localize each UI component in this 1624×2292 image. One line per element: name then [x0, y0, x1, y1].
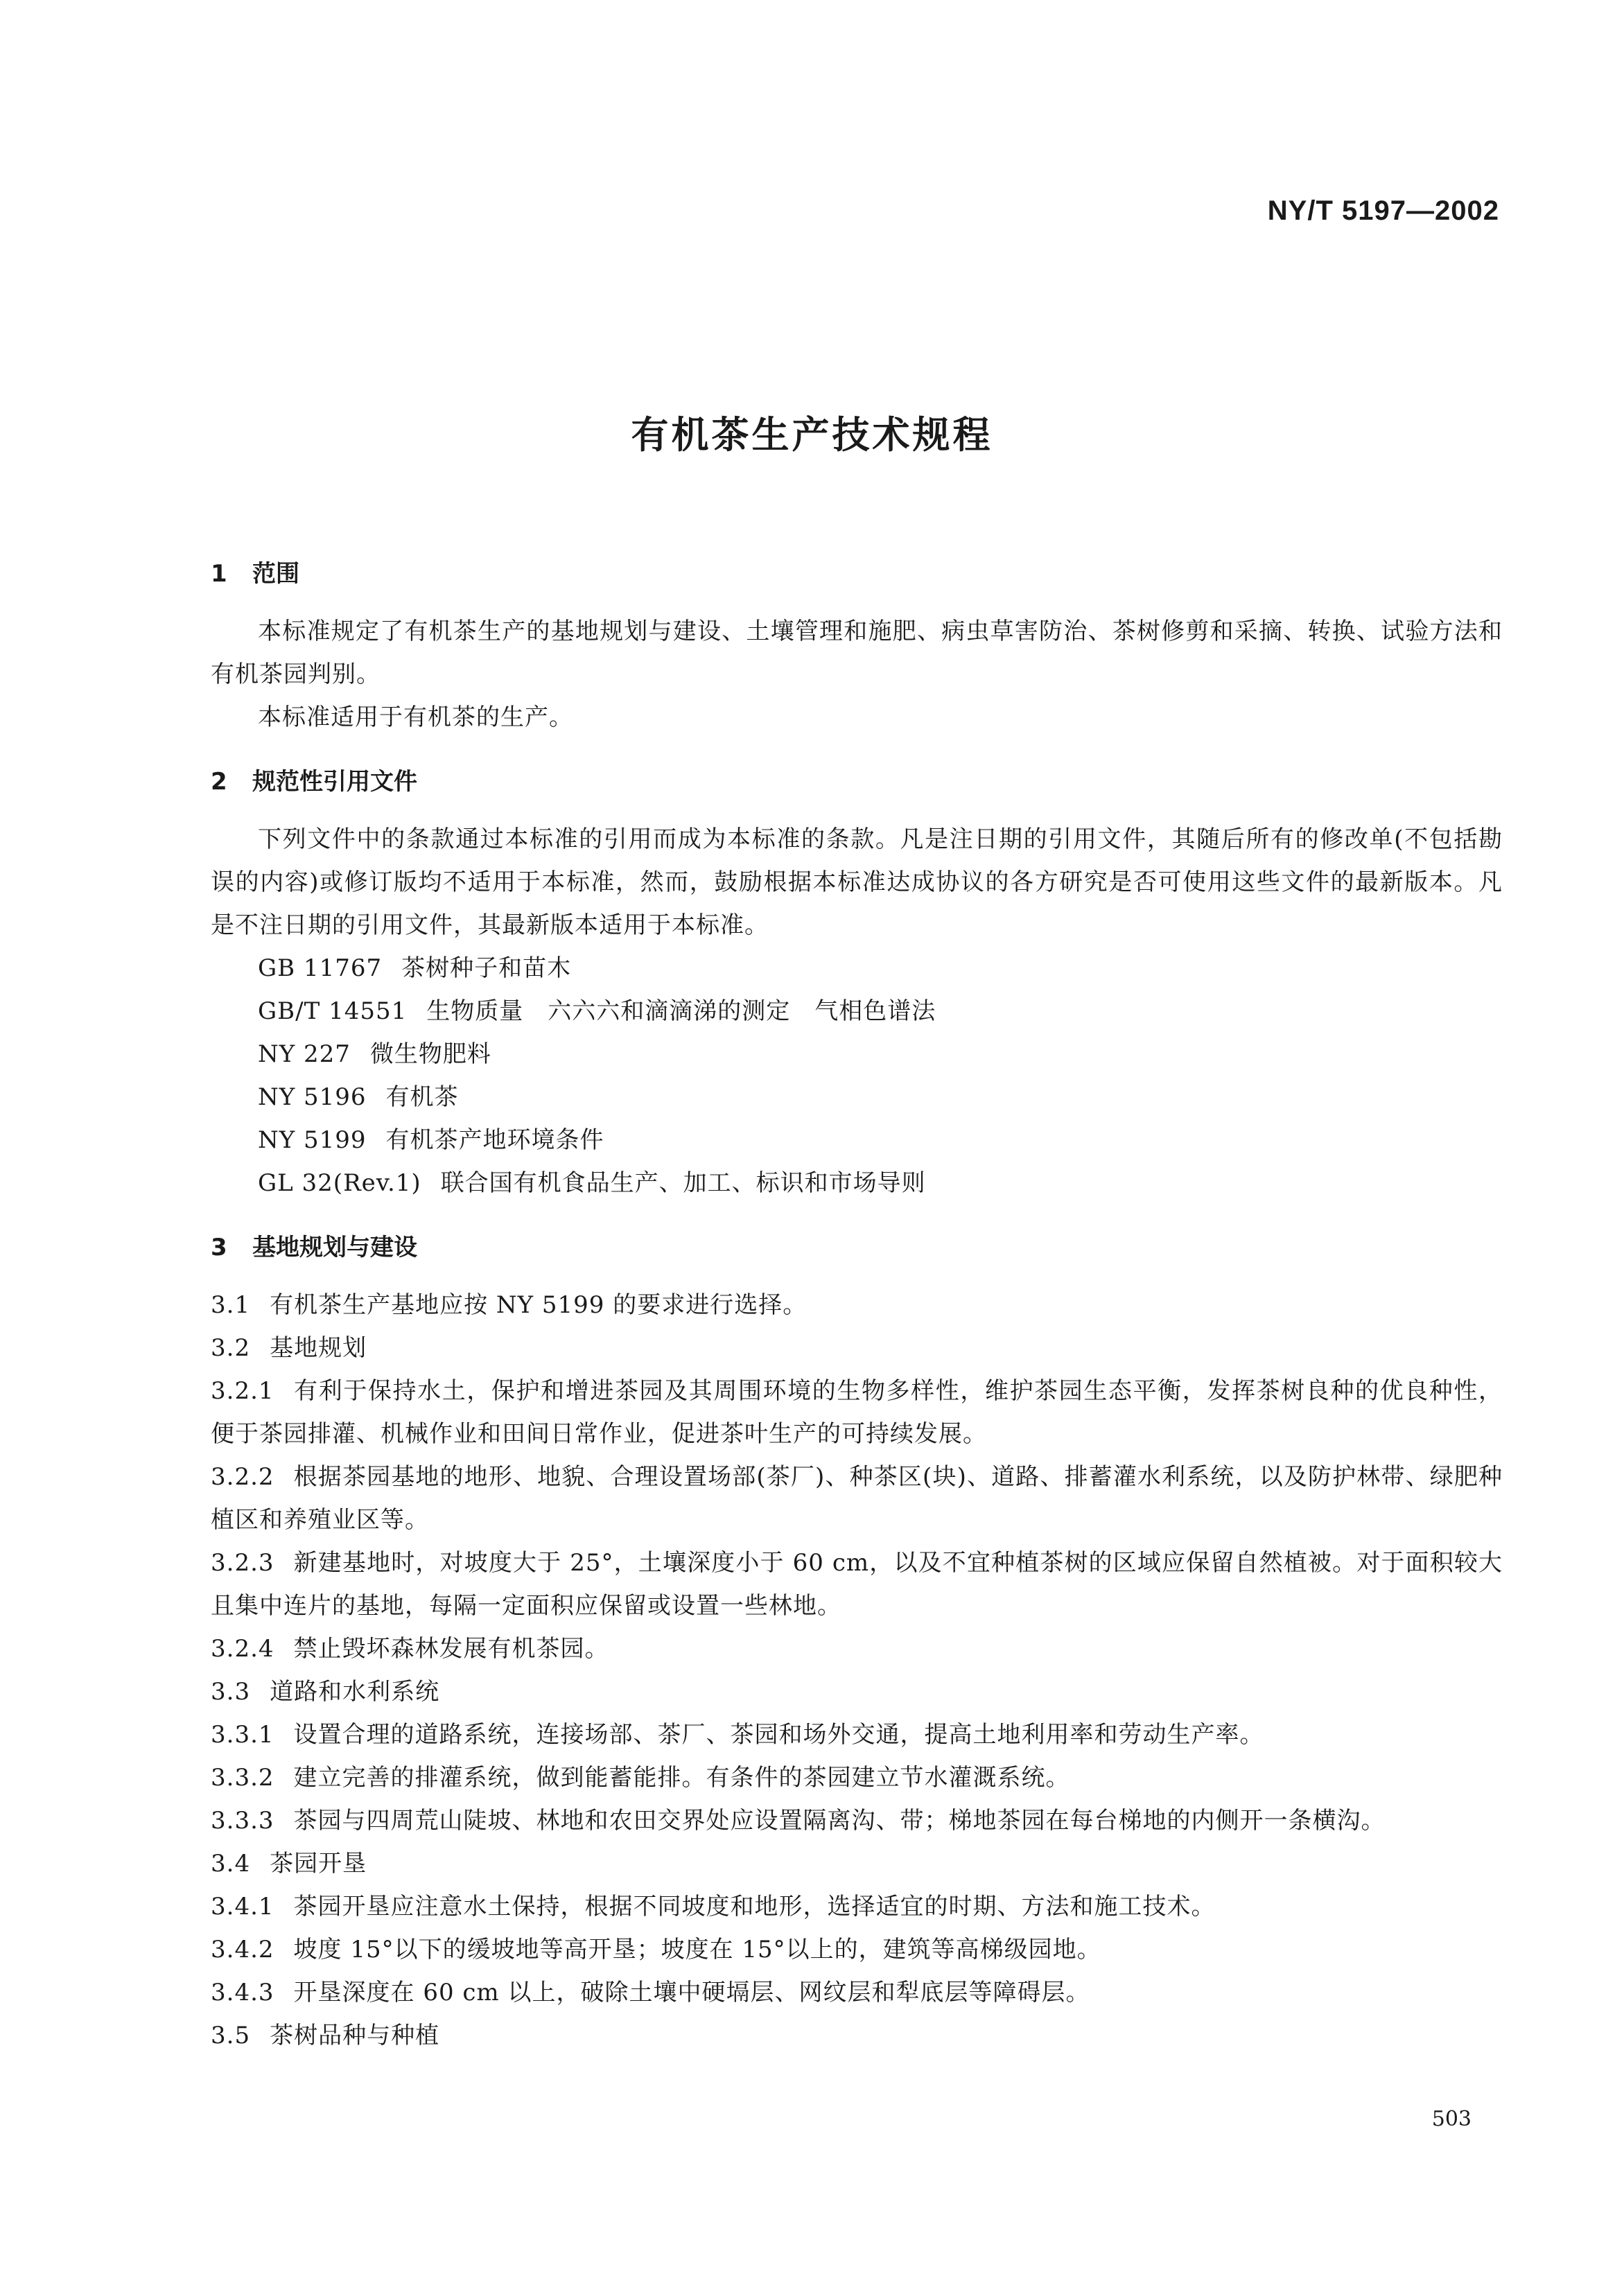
clause-text: 根据茶园基地的地形、地貌、合理设置场部(茶厂)、种茶区(块)、道路、排蓄灌水利系统，以及防护林带、绿肥种植区和养殖业区等。 — [211, 1463, 1503, 1534]
reference-name: 联合国有机食品生产、加工、标识和市场导则 — [440, 1169, 926, 1197]
clause-text: 茶园与四周荒山陡坡、林地和农田交界处应设置隔离沟、带；梯地茶园在每台梯地的内侧开一条横沟。 — [293, 1807, 1386, 1835]
clause — [211, 1713, 1503, 1756]
clause-number: 3.2.4 — [211, 1635, 274, 1663]
reference-code: NY 5199 — [258, 1126, 367, 1154]
clause-text: 茶园开垦应注意水土保持，根据不同坡度和地形，选择适宜的时期、方法和施工技术。 — [293, 1893, 1216, 1921]
clause-text: 建立完善的排灌系统，做到能蓄能排。有条件的茶园建立节水灌溉系统。 — [293, 1764, 1070, 1792]
section-number: 1 — [211, 560, 227, 588]
reference-item — [211, 1076, 1503, 1119]
reference-name: 生物质量 六六六和滴滴涕的测定 气相色谱法 — [426, 997, 936, 1025]
clause — [211, 1541, 1503, 1627]
clause-text: 设置合理的道路系统，连接场部、茶厂、茶园和场外交通，提高土地利用率和劳动生产率。 — [293, 1721, 1264, 1749]
clause-number: 3.3 — [211, 1678, 251, 1706]
clause-text: 基地规划 — [270, 1334, 367, 1362]
clause — [211, 1670, 1503, 1713]
clause — [211, 2014, 1503, 2057]
reference-item — [211, 1162, 1503, 1205]
clause — [211, 1455, 1503, 1541]
section-heading-scope — [211, 553, 1503, 595]
clause — [211, 1842, 1503, 1885]
reference-code: GB/T 14551 — [258, 997, 408, 1025]
clause-number: 3.4.2 — [211, 1936, 274, 1963]
clause-text: 开垦深度在 60 cm 以上，破除土壤中硬塥层、网纹层和犁底层等障碍层。 — [293, 1979, 1090, 2006]
clause — [211, 1971, 1503, 2014]
clause-text: 禁止毁坏森林发展有机茶园。 — [293, 1635, 609, 1663]
section-title: 规范性引用文件 — [252, 768, 417, 796]
reference-item — [211, 947, 1503, 990]
reference-code: NY 227 — [258, 1040, 351, 1068]
clause — [211, 1885, 1503, 1928]
clause-number: 3.2.2 — [211, 1463, 274, 1491]
paragraph: 本标准规定了有机茶生产的基地规划与建设、土壤管理和施肥、病虫草害防治、茶树修剪和采摘、转换、试验方法和有机茶园判别。 — [211, 618, 1503, 688]
reference-name: 有机茶 — [385, 1083, 459, 1111]
clause — [211, 1627, 1503, 1670]
clause-number: 3.3.2 — [211, 1764, 274, 1792]
section-heading-base-planning — [211, 1227, 1503, 1268]
clause-number: 3.4 — [211, 1850, 251, 1878]
clause-number: 3.4.1 — [211, 1893, 274, 1921]
clause — [211, 1928, 1503, 1971]
clause-text: 道路和水利系统 — [270, 1678, 440, 1706]
clause-text: 茶园开垦 — [270, 1850, 367, 1878]
section-title: 范围 — [252, 560, 299, 588]
section-number: 3 — [211, 1234, 227, 1261]
clause-number: 3.1 — [211, 1291, 251, 1319]
clause-text: 新建基地时，对坡度大于 25°，土壤深度小于 60 cm，以及不宜种植茶树的区域应保留自然植被。对于面积较大且集中连片的基地，每隔一定面积应保留或设置一些林地。 — [211, 1549, 1503, 1620]
clause-number: 3.3.3 — [211, 1807, 274, 1835]
paragraph: 本标准适用于有机茶的生产。 — [258, 703, 573, 731]
clause — [211, 1284, 1503, 1327]
clause — [211, 1370, 1503, 1455]
reference-name: 微生物肥料 — [369, 1040, 491, 1068]
clause-number: 3.2.1 — [211, 1377, 274, 1405]
clause — [211, 1327, 1503, 1370]
reference-item — [211, 1033, 1503, 1076]
reference-item — [211, 1119, 1503, 1162]
clause-number: 3.5 — [211, 2022, 251, 2049]
reference-name: 茶树种子和苗木 — [401, 954, 572, 982]
reference-code: GL 32(Rev.1) — [258, 1169, 421, 1197]
clause-number: 3.4.3 — [211, 1979, 274, 2006]
clause-number: 3.3.1 — [211, 1721, 274, 1749]
clause-number: 3.2 — [211, 1334, 251, 1362]
reference-code: GB 11767 — [258, 954, 383, 982]
section-title: 基地规划与建设 — [252, 1234, 417, 1261]
paragraph: 下列文件中的条款通过本标准的引用而成为本标准的条款。凡是注日期的引用文件，其随后所有的修改单(不包括勘误的内容)或修订版均不适用于本标准，然而，鼓励根据本标准达成协议的各方研究是否可使用这些文件的最新版本。凡是不注日期的引用文件，其最新版本适用于本标准。 — [211, 825, 1503, 939]
clause-text: 有利于保持水土，保护和增进茶园及其周围环境的生物多样性，维护茶园生态平衡，发挥茶树良种的优良种性，便于茶园排灌、机械作业和田间日常作业，促进茶叶生产的可持续发展。 — [211, 1377, 1503, 1448]
document-title: 有机茶生产技术规程 — [631, 413, 993, 457]
clause-text: 茶树品种与种植 — [270, 2022, 440, 2049]
standard-code: NY/T 5197—2002 — [1267, 195, 1499, 226]
reference-code: NY 5196 — [258, 1083, 367, 1111]
clause-text: 坡度 15°以下的缓坡地等高开垦；坡度在 15°以上的，建筑等高梯级园地。 — [293, 1936, 1101, 1963]
section-heading-normative-references — [211, 761, 1503, 803]
page-number: 503 — [1431, 2107, 1472, 2131]
clause-number: 3.2.3 — [211, 1549, 274, 1577]
clause-text: 有机茶生产基地应按 NY 5199 的要求进行选择。 — [270, 1291, 807, 1319]
clause — [211, 1756, 1503, 1799]
reference-item — [211, 990, 1503, 1033]
document-body — [211, 541, 1503, 2057]
section-number: 2 — [211, 768, 227, 796]
clause — [211, 1799, 1503, 1842]
reference-name: 有机茶产地环境条件 — [385, 1126, 604, 1154]
